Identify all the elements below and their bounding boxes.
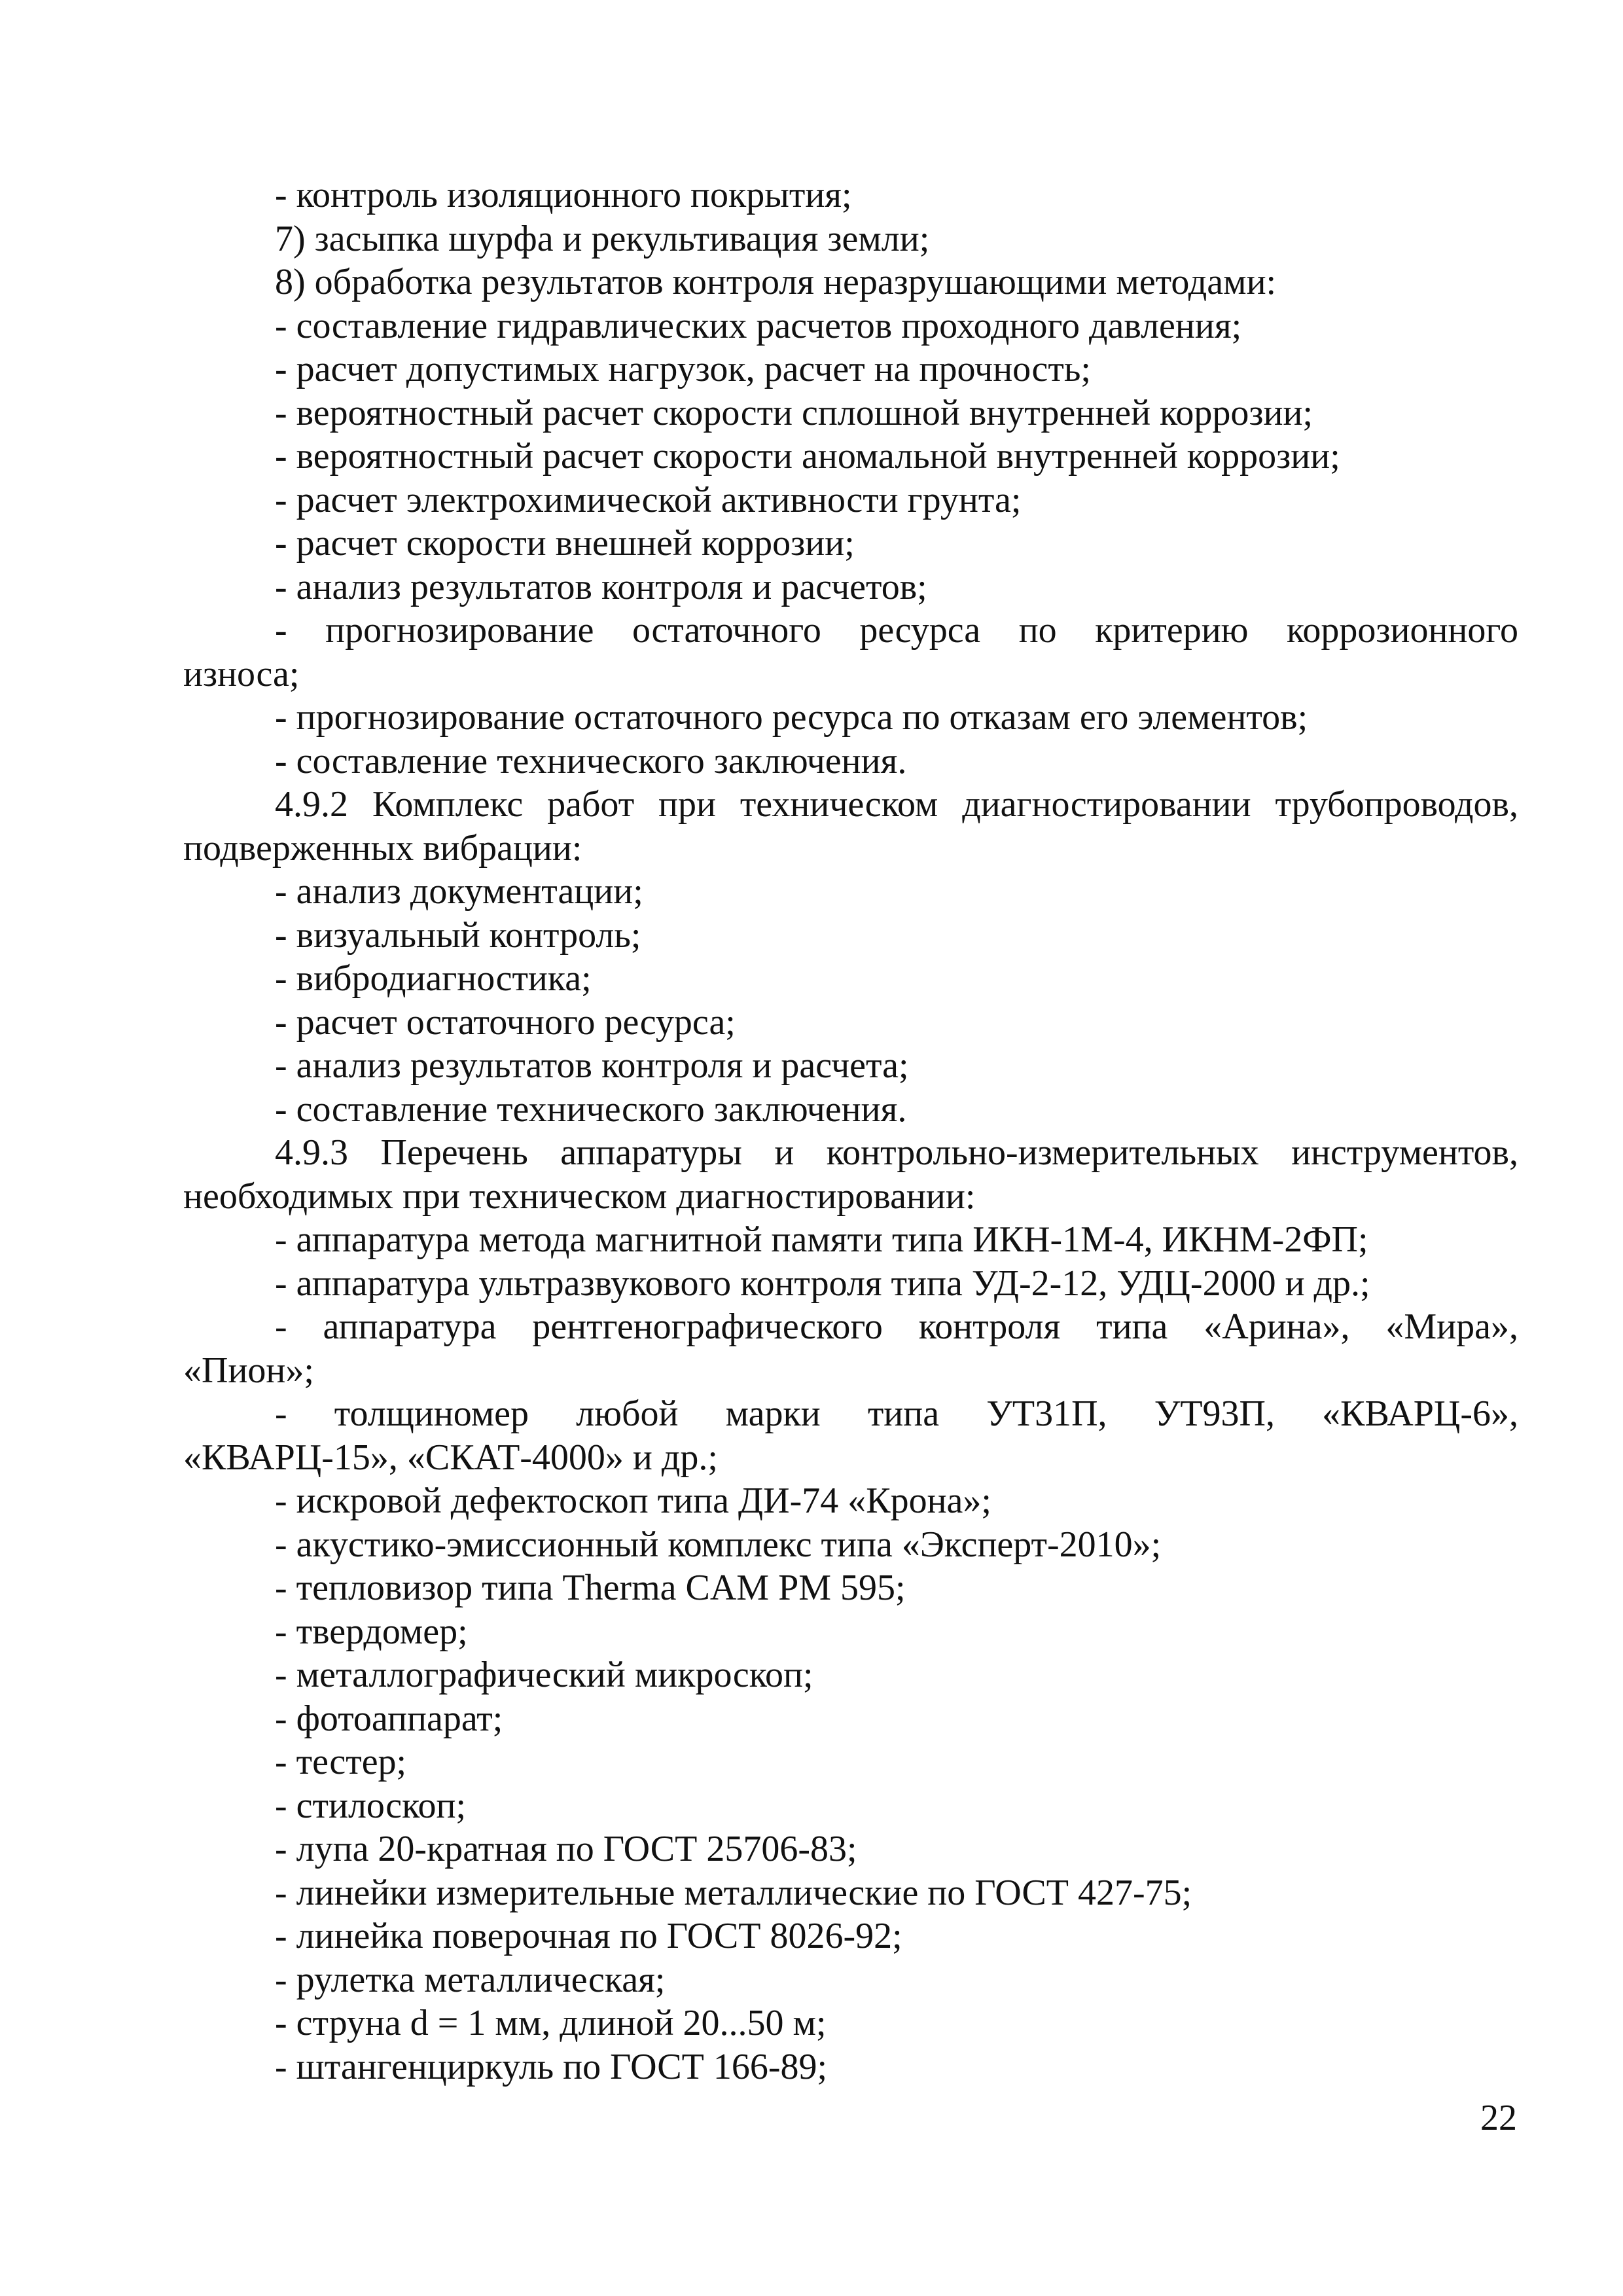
text-line: - металлографический микроскоп; [275,1655,813,1695]
text-line: - линейки измерительные металлические по ГОСТ 427-75; [275,1872,1192,1913]
body-text [183,173,1518,2089]
text-line: - вероятностный расчет скорости аномальной внутренней коррозии; [275,436,1340,476]
text-line: «Пион»; [183,1350,314,1391]
text-line: - составление гидравлических расчетов проходного давления; [275,305,1242,346]
text-line: - тестер; [275,1742,407,1782]
text-line: - искровой дефектоскоп типа ДИ-74 «Крона»; [275,1480,991,1521]
text-line: - прогнозирование остаточного ресурса по критерию коррозионного [275,610,1518,651]
text-line: - стилоскоп; [275,1785,467,1826]
text-line: - анализ результатов контроля и расчетов; [275,566,927,607]
text-line: - составление технического заключения. [275,740,907,781]
text-line: - составление технического заключения. [275,1088,907,1130]
text-line: - лупа 20-кратная по ГОСТ 25706-83; [275,1829,857,1869]
text-line: необходимых при техническом диагностировании: [183,1175,976,1217]
text-line: подверженных вибрации: [183,827,582,869]
text-line: - линейка поверочная по ГОСТ 8026-92; [275,1916,902,1956]
text-line: - вибродиагностика; [275,958,592,999]
text-line: «КВАРЦ-15», «СКАТ-4000» и др.; [183,1437,718,1478]
text-line: - контроль изоляционного покрытия; [275,175,852,215]
text-line: износа; [183,653,300,694]
text-line: - фотоаппарат; [275,1698,503,1739]
text-line: 7) засыпка шурфа и рекультивация земли; [275,218,930,259]
section-heading-4-9-2: 4.9.2 Комплекс работ при техническом диагностировании трубопроводов, [275,784,1518,825]
text-line: - анализ документации; [275,871,643,912]
text-line: - анализ результатов контроля и расчета; [275,1045,909,1086]
text-line: - струна d = 1 мм, длиной 20...50 м; [275,2003,827,2043]
text-line: - акустико-эмиссионный комплекс типа «Эксперт-2010»; [275,1524,1162,1565]
text-line: - вероятностный расчет скорости сплошной внутренней коррозии; [275,392,1313,433]
text-line: - штангенциркуль по ГОСТ 166-89; [275,2046,828,2087]
section-heading-4-9-3: 4.9.3 Перечень аппаратуры и контрольно-измерительных инструментов, [275,1132,1518,1173]
text-line: - аппаратура ультразвукового контроля типа УД-2-12, УДЦ-2000 и др.; [275,1263,1370,1304]
text-line: 8) обработка результатов контроля неразрушающими методами: [275,262,1277,302]
text-line: - толщиномер любой марки типа УТ31П, УТ93П, «КВАРЦ-6», [275,1393,1518,1434]
text-line: - твердомер; [275,1611,468,1652]
text-line: - расчет электрохимической активности грунта; [275,479,1022,520]
page-number: 22 [1480,2098,1517,2138]
text-line: - аппаратура рентгенографического контроля типа «Арина», «Мира», [275,1306,1518,1347]
text-line: - расчет скорости внешней коррозии; [275,523,855,564]
text-line: - расчет остаточного ресурса; [275,1001,736,1043]
text-line: - тепловизор типа Therma CAM PM 595; [275,1568,906,1608]
text-line: - расчет допустимых нагрузок, расчет на прочность; [275,349,1091,389]
text-line: - визуальный контроль; [275,914,641,956]
text-line: - прогнозирование остаточного ресурса по отказам его элементов; [275,697,1308,738]
text-line: - рулетка металлическая; [275,1959,666,2000]
text-line: - аппаратура метода магнитной памяти типа ИКН-1М-4, ИКНМ-2ФП; [275,1219,1368,1260]
